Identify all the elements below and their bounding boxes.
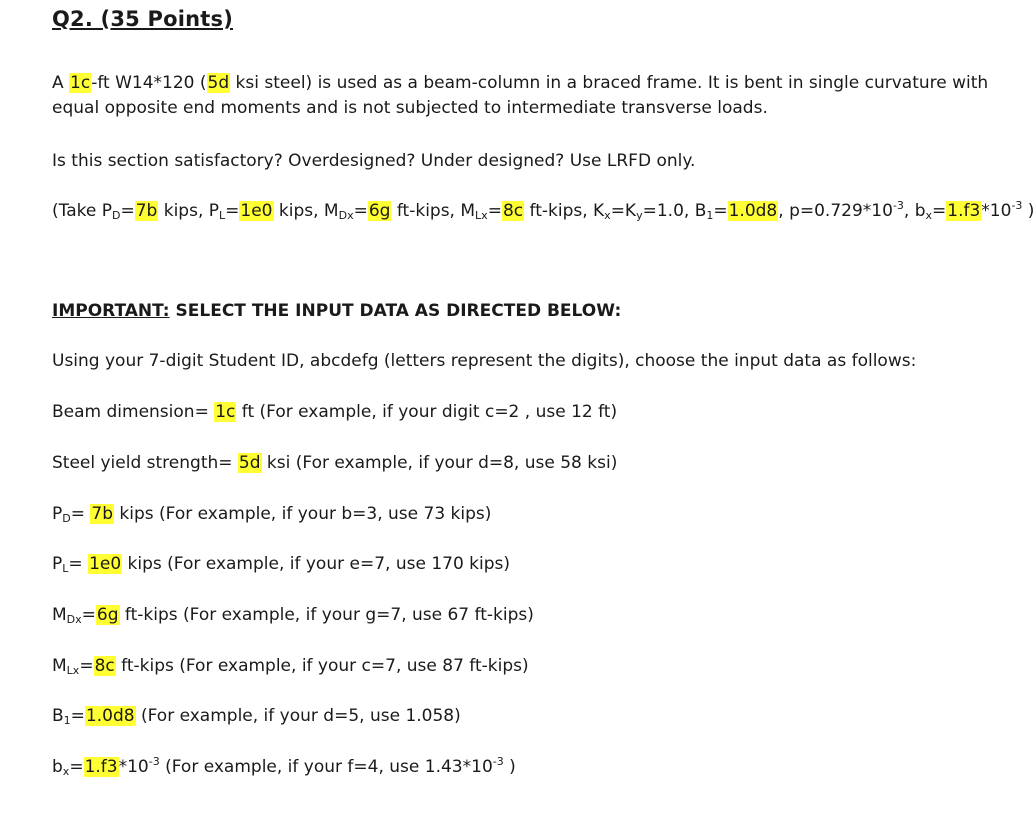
- superscript: -3: [1011, 199, 1023, 212]
- text: M: [52, 656, 67, 676]
- text: =: [69, 757, 84, 777]
- text: -ft W14*120 (: [91, 73, 207, 93]
- text: =: [225, 201, 240, 221]
- subscript: Dx: [66, 613, 82, 626]
- important-text: SELECT THE INPUT DATA AS DIRECTED BELOW:: [169, 301, 622, 321]
- text: ft-kips (For example, if your c=7, use 87 ft-kips): [115, 656, 529, 676]
- superscript: -3: [492, 755, 504, 768]
- item-pd: [52, 503, 491, 525]
- subscript: 1: [63, 714, 71, 727]
- highlight: 7b: [91, 504, 114, 524]
- text: =K: [610, 201, 637, 221]
- text: (Take P: [52, 201, 112, 221]
- subscript: 1: [706, 209, 714, 222]
- problem-statement: [52, 71, 1002, 121]
- subscript: y: [636, 209, 643, 222]
- highlight-length: 1c: [70, 73, 91, 93]
- text: (For example, if your f=4, use 1.43*10: [159, 757, 493, 777]
- text: =: [70, 706, 85, 726]
- item-b1: [52, 705, 461, 727]
- text: =: [487, 201, 502, 221]
- highlight: 1e0: [89, 554, 122, 574]
- text: (For example, if your d=5, use 1.058): [135, 706, 461, 726]
- subscript: Lx: [475, 209, 488, 222]
- item-beam: [52, 401, 617, 423]
- highlight-bx: 1.f3: [947, 201, 981, 221]
- highlight: 1.0d8: [85, 706, 135, 726]
- text: ft-kips (For example, if your g=7, use 67 ft-kips): [119, 605, 534, 625]
- text: , p=0.729*10: [778, 201, 893, 221]
- text: *10: [118, 757, 149, 777]
- text: Steel yield strength=: [52, 453, 238, 473]
- subscript: D: [111, 209, 121, 222]
- text: P: [52, 504, 63, 524]
- text: ksi (For example, if your d=8, use 58 ksi): [261, 453, 618, 473]
- text: A: [52, 73, 70, 93]
- text: *10: [981, 201, 1012, 221]
- highlight: 6g: [96, 605, 119, 625]
- question-text: Is this section satisfactory? Overdesigned? Under designed? Use LRFD only.: [52, 151, 696, 171]
- highlight: 8c: [94, 656, 115, 676]
- text: =: [70, 504, 91, 524]
- text: b: [52, 757, 63, 777]
- given-values: [52, 200, 1034, 222]
- text: =: [353, 201, 368, 221]
- highlight: 1.f3: [84, 757, 118, 777]
- text: ft (For example, if your digit c=2 , use 12 ft): [236, 402, 618, 422]
- text: kips, P: [158, 201, 220, 221]
- text: kips, M: [273, 201, 339, 221]
- subscript: D: [62, 512, 71, 525]
- text: =: [932, 201, 947, 221]
- text: =: [713, 201, 728, 221]
- subscript: L: [219, 209, 226, 222]
- text: ft-kips, M: [391, 201, 476, 221]
- subscript: x: [604, 209, 611, 222]
- item-mdx: [52, 604, 534, 626]
- text: B: [52, 706, 64, 726]
- superscript: -3: [148, 755, 160, 768]
- text: =: [120, 201, 135, 221]
- text: ): [503, 757, 516, 777]
- subscript: L: [62, 562, 69, 575]
- superscript: -3: [892, 199, 904, 212]
- text: kips (For example, if your b=3, use 73 kips): [114, 504, 492, 524]
- question-title: Q2. (35 Points): [52, 7, 233, 31]
- text: ): [1022, 201, 1034, 221]
- text: =: [81, 605, 96, 625]
- highlight-b1: 1.0d8: [728, 201, 778, 221]
- item-pl: [52, 553, 510, 575]
- item-bx: [52, 756, 516, 778]
- text: , b: [903, 201, 926, 221]
- subscript: x: [925, 209, 933, 222]
- important-heading: [52, 300, 621, 322]
- text: =: [68, 554, 89, 574]
- highlight-pl: 1e0: [240, 201, 273, 221]
- text: P: [52, 554, 63, 574]
- text: ksi steel) is used as a beam-column in a braced frame. It is bent in single curvature with equal opposite end moments and is not subjected to intermediate transverse loads.: [52, 73, 989, 118]
- highlight-fy: 5d: [207, 73, 230, 93]
- text: M: [52, 605, 67, 625]
- highlight: 5d: [238, 453, 261, 473]
- highlight-mdx: 6g: [368, 201, 391, 221]
- item-mlx: [52, 655, 529, 677]
- subscript: Dx: [338, 209, 354, 222]
- subscript: x: [62, 765, 70, 778]
- subscript: Lx: [66, 664, 80, 677]
- highlight: 1c: [215, 402, 236, 422]
- highlight-mlx: 8c: [502, 201, 524, 221]
- item-steel: [52, 452, 617, 474]
- text: kips (For example, if your e=7, use 170 kips): [122, 554, 511, 574]
- instructions: Using your 7-digit Student ID, abcdefg (letters represent the digits), choose the input data as follows:: [52, 351, 917, 371]
- text: =: [79, 656, 94, 676]
- text: ft-kips, K: [524, 201, 605, 221]
- text: =1.0, B: [642, 201, 707, 221]
- highlight-pd: 7b: [135, 201, 158, 221]
- text: Beam dimension=: [52, 402, 215, 422]
- important-label: IMPORTANT:: [52, 301, 170, 321]
